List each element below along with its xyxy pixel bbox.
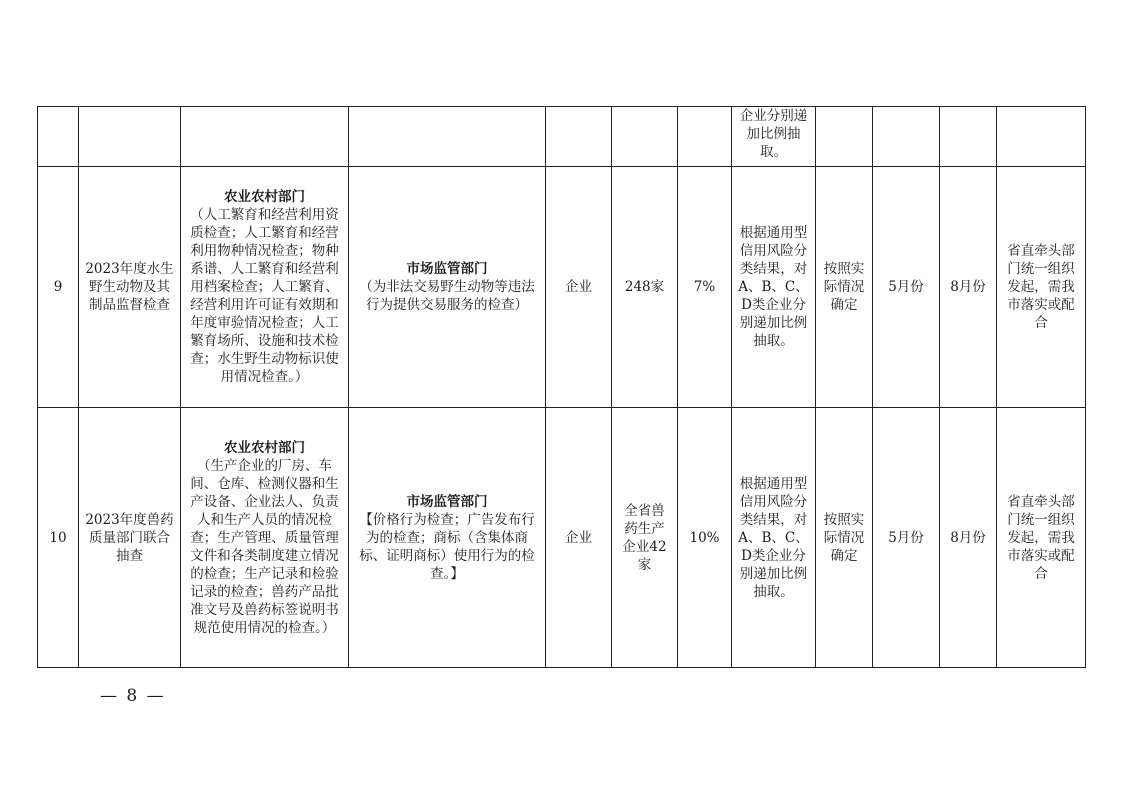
cell-dept-a (181, 167, 349, 408)
cell-count (612, 107, 678, 167)
cell-method: 根据通用型信用风险分类结果，对A、B、C、D类企业分别递加比例抽取。 (732, 167, 816, 408)
cell-target: 企业 (546, 167, 612, 408)
cell-method: 根据通用型信用风险分类结果，对A、B、C、D类企业分别递加比例抽取。 (732, 408, 816, 668)
dept-b-detail: （为非法交易野生动物等违法行为提供交易服务的检查） (359, 279, 535, 313)
inspection-plan-table (37, 106, 1086, 668)
cell-frequency: 按照实际情况确定 (816, 408, 873, 668)
cell-ratio: 7% (678, 167, 732, 408)
cell-name: 2023年度兽药质量部门联合抽查 (79, 408, 181, 668)
cell-dept-a (181, 107, 349, 167)
table-row-continued (38, 107, 1086, 167)
cell-frequency: 按照实际情况确定 (816, 167, 873, 408)
cell-dept-b (349, 408, 546, 668)
dept-b-detail: 【价格行为检查；广告发布行为的检查；商标（含集体商标、证明商标）使用行为的检查。】 (359, 511, 535, 582)
cell-name: 2023年度水生野生动物及其制品监督检查 (79, 167, 181, 408)
table-row-9 (38, 167, 1086, 408)
cell-ratio (678, 107, 732, 167)
cell-end (940, 107, 997, 167)
cell-start: 5月份 (873, 408, 940, 668)
dept-b-title: 市场监管部门 (406, 493, 488, 510)
cell-no: 10 (38, 408, 79, 668)
cell-start: 5月份 (873, 167, 940, 408)
table-row-10 (38, 408, 1086, 668)
cell-no: 9 (38, 167, 79, 408)
cell-end: 8月份 (940, 167, 997, 408)
dept-a-title: 农业农村部门 (224, 439, 305, 456)
cell-remark: 省直牵头部门统一组织发起，需我市落实或配合 (997, 167, 1086, 408)
cell-dept-a (181, 408, 349, 668)
cell-name (79, 107, 181, 167)
cell-start (873, 107, 940, 167)
cell-remark: 省直牵头部门统一组织发起，需我市落实或配合 (997, 408, 1086, 668)
page-number: — 8 — (100, 686, 166, 706)
cell-dept-b (349, 107, 546, 167)
cell-count: 全省兽药生产企业42家 (612, 408, 678, 668)
cell-remark (997, 107, 1086, 167)
cell-count: 248家 (612, 167, 678, 408)
cell-dept-b (349, 167, 546, 408)
cell-no (38, 107, 79, 167)
dept-a-detail: （生产企业的厂房、车间、仓库、检测仪器和生产设备、企业法人、负责人和生产人员的情况检查；生产管理、质量管理文件和各类制度建立情况的检查；生产记录和检验记录的检查；兽药产品批准文号及兽药标签说明书规范使用情况的检查。） (190, 457, 339, 636)
cell-target: 企业 (546, 408, 612, 668)
cell-method: 企业分别递加比例抽取。 (732, 107, 816, 167)
cell-ratio: 10% (678, 408, 732, 668)
dept-a-detail: （人工繁育和经营利用资质检查；人工繁育和经营利用物种情况检查；物种系谱、人工繁育和经营利用档案检查；人工繁育、经营利用许可证有效期和年度审验情况检查；人工繁育场所、设施和技术检查；水生野生动物标识使用情况检查。） (190, 207, 339, 385)
dept-b-title: 市场监管部门 (406, 261, 488, 277)
cell-end: 8月份 (940, 408, 997, 668)
dept-a-title: 农业农村部门 (224, 189, 305, 205)
cell-frequency (816, 107, 873, 167)
cell-target (546, 107, 612, 167)
